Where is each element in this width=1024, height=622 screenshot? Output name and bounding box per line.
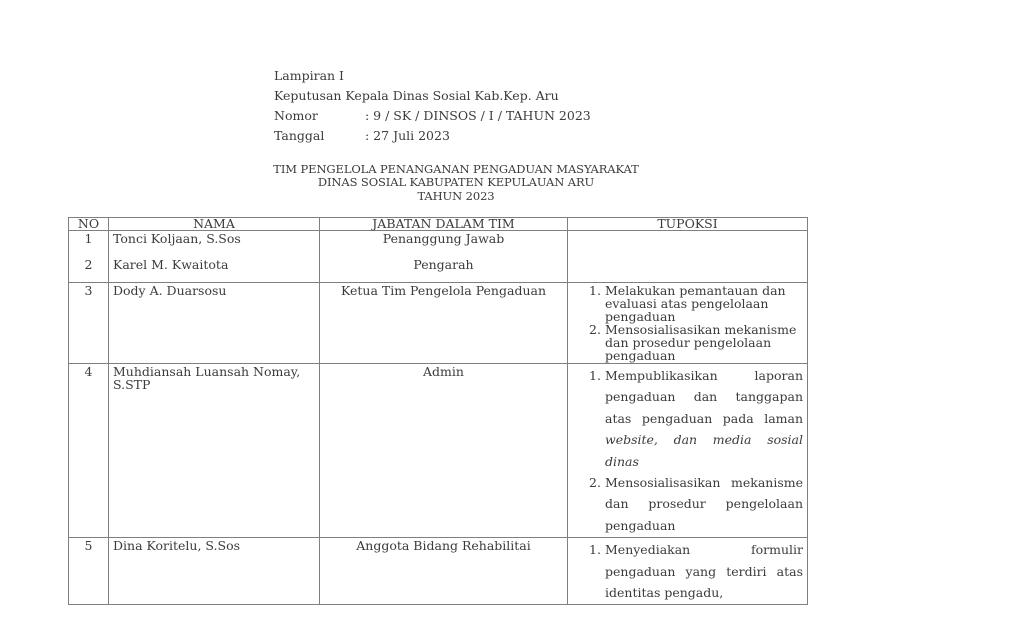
duty-item-number: 2. — [589, 322, 601, 337]
duties-cell — [568, 364, 808, 538]
duty-text: Menyediakan formulir pengaduan yang terdiri atas identitas pengadu, — [605, 542, 803, 601]
table-row — [69, 231, 808, 283]
duties-list — [572, 365, 803, 536]
duty-item-text — [605, 539, 803, 603]
title-line-1: TIM PENGELOLA PENANGANAN PENGADUAN MASYARAKAT — [273, 162, 639, 176]
duty-item-number: 1. — [589, 283, 601, 298]
team-table — [68, 217, 808, 605]
document-header — [274, 66, 591, 146]
duty-item — [589, 284, 803, 323]
role-cell — [320, 364, 568, 538]
col-header-nama: NAMA — [109, 218, 320, 231]
duty-item — [589, 323, 803, 362]
row-number-cell — [69, 231, 109, 283]
member-name: Muhdiansah Luansah Nomay, S.STP — [113, 364, 301, 392]
tanggal-value: : 27 Juli 2023 — [365, 128, 450, 143]
table-row — [69, 364, 808, 538]
duty-text: Melakukan pemantauan dan evaluasi atas pengelolaan pengaduan — [605, 283, 786, 324]
role-label: Pengarah — [413, 257, 474, 272]
role-label: Admin — [423, 364, 464, 379]
col-header-no: NO — [69, 218, 109, 231]
col-header-tupoksi: TUPOKSI — [568, 218, 808, 231]
row-number: 2 — [84, 257, 93, 272]
lampiran-line: Lampiran I — [274, 68, 344, 83]
document-title — [156, 163, 756, 203]
role-label: Anggota Bidang Rehabilitai — [356, 538, 531, 554]
duty-item — [589, 365, 803, 472]
duty-item-number: 1. — [589, 368, 601, 383]
member-name-cell — [109, 538, 320, 605]
member-name: Karel M. Kwaitota — [113, 257, 229, 272]
member-name: Tonci Koljaan, S.Sos — [113, 231, 241, 246]
duty-item-number: 2. — [589, 475, 601, 491]
duty-text-italic: website, dan media sosial dinas — [605, 432, 803, 469]
member-name-cell — [109, 231, 320, 283]
tanggal-line — [274, 126, 591, 146]
duty-text: Mensosialisasikan mekanisme dan prosedur pengelolaan pengaduan — [605, 322, 797, 363]
row-number: 5 — [84, 538, 93, 554]
role-cell — [320, 231, 568, 283]
nomor-value: : 9 / SK / DINSOS / I / TAHUN 2023 — [365, 108, 591, 123]
row-number: 4 — [84, 364, 93, 379]
duty-item-text — [605, 323, 803, 362]
duty-text: Mensosialisasikan mekanisme dan prosedur pengelolaan pengaduan — [605, 475, 803, 533]
table-row — [69, 538, 808, 605]
duties-list — [572, 284, 803, 362]
member-name-cell — [109, 283, 320, 364]
row-number-cell — [69, 283, 109, 364]
duty-item-text — [605, 284, 803, 323]
duty-text: Mempublikasikan laporan pengaduan dan tanggapan atas pengaduan pada laman — [605, 368, 803, 426]
tanggal-label: Tanggal — [274, 128, 325, 143]
member-name: Dina Koritelu, S.Sos — [113, 538, 241, 554]
duty-item — [589, 539, 803, 603]
duties-list — [572, 539, 803, 603]
member-name: Dody A. Duarsosu — [113, 283, 227, 298]
nomor-label: Nomor — [274, 108, 318, 123]
title-line-2: DINAS SOSIAL KABUPATEN KEPULAUAN ARU — [317, 175, 595, 190]
duties-cell — [568, 283, 808, 364]
role-label: Ketua Tim Pengelola Pengaduan — [340, 283, 546, 298]
duty-item-text — [605, 472, 803, 536]
row-number: 3 — [84, 283, 93, 298]
role-label: Penanggung Jawab — [382, 231, 505, 246]
nomor-line — [274, 106, 591, 126]
table-header-row — [69, 218, 808, 231]
duties-cell — [568, 231, 808, 283]
member-name-cell — [109, 364, 320, 538]
keputusan-line: Keputusan Kepala Dinas Sosial Kab.Kep. Aru — [274, 88, 559, 103]
row-number-cell — [69, 364, 109, 538]
col-header-jabatan: JABATAN DALAM TIM — [320, 218, 568, 231]
duty-item — [589, 472, 803, 536]
row-number: 1 — [84, 231, 93, 246]
row-number-cell — [69, 538, 109, 605]
duties-cell — [568, 538, 808, 605]
table-row — [69, 283, 808, 364]
role-cell — [320, 283, 568, 364]
role-cell — [320, 538, 568, 605]
duty-item-text — [605, 365, 803, 472]
duty-item-number: 1. — [589, 542, 601, 558]
title-line-3: TAHUN 2023 — [417, 188, 495, 203]
